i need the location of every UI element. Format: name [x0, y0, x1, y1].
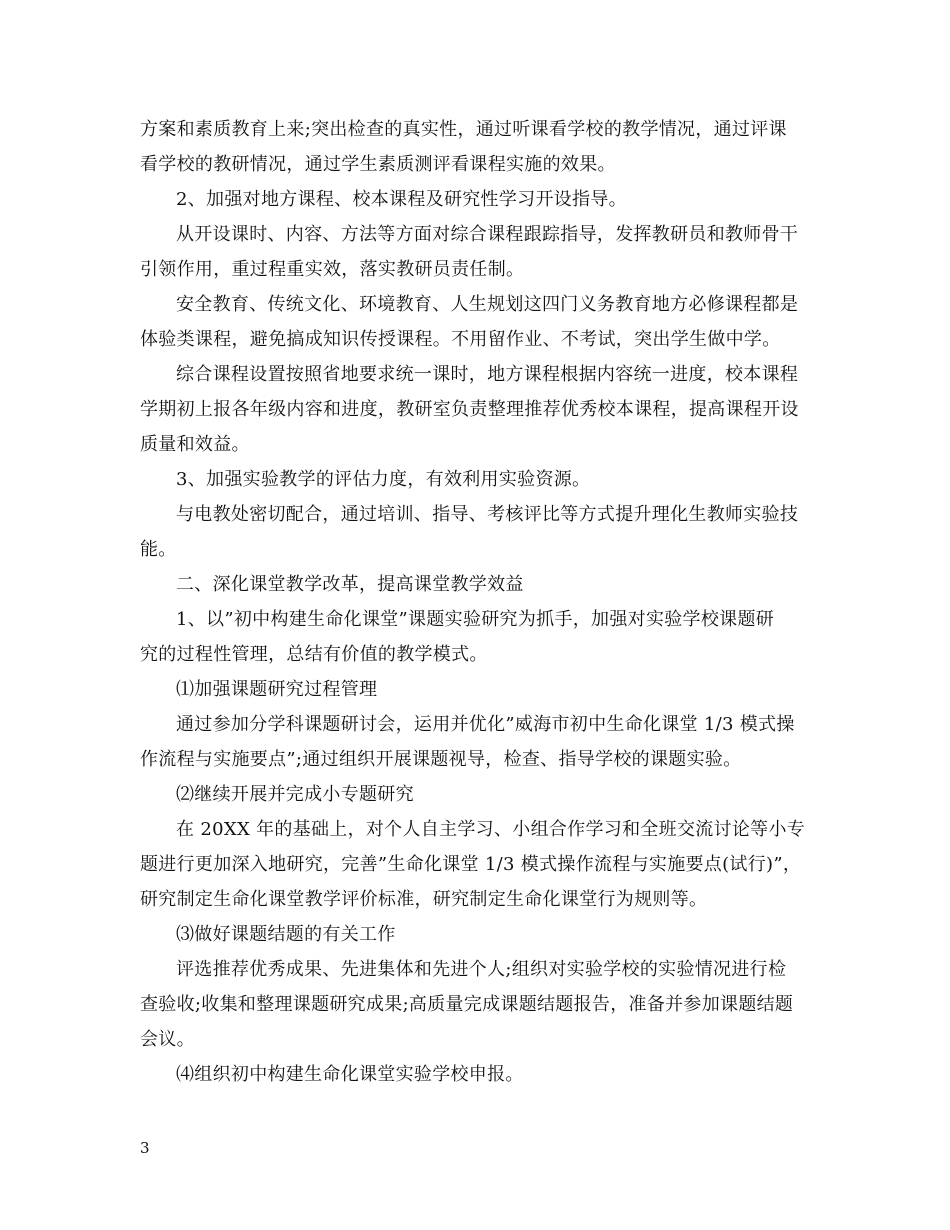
text-line: 方案和素质教育上来;突出检查的真实性，通过听课看学校的教学情况，通过评课 — [140, 119, 787, 140]
text-line: 能。 — [140, 539, 177, 560]
text-line: 与电教处密切配合，通过培训、指导、考核评比等方式提升理化生教师实验技 — [176, 504, 799, 525]
text-line: 二、深化课堂教学改革，提高课堂教学效益 — [176, 574, 524, 595]
text-line: ⑶做好课题结题的有关工作 — [176, 924, 396, 945]
text-line: 看学校的教研情况，通过学生素质测评看课程实施的效果。 — [140, 154, 616, 175]
section-heading-classroom-reform — [140, 567, 815, 602]
text-line: 究的过程性管理，总结有价值的教学模式。 — [140, 644, 488, 665]
text-line: 在 20XX 年的基础上，对个人自主学习、小组合作学习和全班交流讨论等小专 — [176, 819, 806, 840]
text-line: ⑴加强课题研究过程管理 — [176, 679, 378, 700]
item-heading-4 — [140, 1057, 815, 1092]
paragraph-continued-inspection — [140, 112, 815, 182]
paragraph-research-management — [140, 602, 815, 672]
text-line: 题进行更加深入地研究，完善”生命化课堂 1/3 模式操作流程与实施要点(试行)”， — [140, 854, 802, 875]
text-line: 会议。 — [140, 1029, 195, 1050]
item-heading-1 — [140, 672, 815, 707]
text-line: 安全教育、传统文化、环境教育、人生规划这四门义务教育地方必修课程都是 — [176, 294, 799, 315]
text-line: 从开设课时、内容、方法等方面对综合课程跟踪指导，发挥教研员和教师骨干 — [176, 224, 799, 245]
text-line: 通过参加分学科课题研讨会，运用并优化”威海市初中生命化课堂 1/3 模式操 — [176, 714, 795, 735]
subheading-experiment-teaching — [140, 462, 815, 497]
text-line: ⑵继续开展并完成小专题研究 — [176, 784, 414, 805]
paragraph-conclusion-work — [140, 952, 815, 1057]
item-heading-2 — [140, 777, 815, 812]
item-heading-3 — [140, 917, 815, 952]
paragraph-comprehensive-guidance — [140, 217, 815, 287]
text-line: 2、加强对地方课程、校本课程及研究性学习开设指导。 — [176, 189, 627, 210]
page-number: 3 — [140, 1139, 150, 1157]
text-line: 查验收;收集和整理课题研究成果;高质量完成课题结题报告，准备并参加课题结题 — [140, 994, 794, 1015]
subheading-local-courses — [140, 182, 815, 217]
text-line: 3、加强实验教学的评估力度，有效利用实验资源。 — [176, 469, 591, 490]
text-line: 学期初上报各年级内容和进度，教研室负责整理推荐优秀校本课程，提高课程开设 — [140, 399, 799, 420]
text-line: 1、以”初中构建生命化课堂”课题实验研究为抓手，加强对实验学校课题研 — [176, 609, 775, 630]
document-body — [140, 112, 815, 1092]
text-line: 质量和效益。 — [140, 434, 250, 455]
text-line: 评选推荐优秀成果、先进集体和先进个人;组织对实验学校的实验情况进行检 — [176, 959, 787, 980]
text-line: 体验类课程，避免搞成知识传授课程。不用留作业、不考试，突出学生做中学。 — [140, 329, 781, 350]
paragraph-four-compulsory-courses — [140, 287, 815, 357]
text-line: 研究制定生命化课堂教学评价标准，研究制定生命化课堂行为规则等。 — [140, 889, 708, 910]
paragraph-audio-visual-cooperation — [140, 497, 815, 567]
paragraph-course-settings — [140, 357, 815, 462]
paragraph-small-topics — [140, 812, 815, 917]
text-line: 引领作用，重过程重实效，落实教研员责任制。 — [140, 259, 525, 280]
text-line: ⑷组织初中构建生命化课堂实验学校申报。 — [176, 1064, 524, 1085]
text-line: 综合课程设置按照省地要求统一课时，地方课程根据内容统一进度，校本课程 — [176, 364, 799, 385]
text-line: 作流程与实施要点”;通过组织开展课题视导，检查、指导学校的课题实验。 — [140, 749, 742, 770]
paragraph-seminar — [140, 707, 815, 777]
